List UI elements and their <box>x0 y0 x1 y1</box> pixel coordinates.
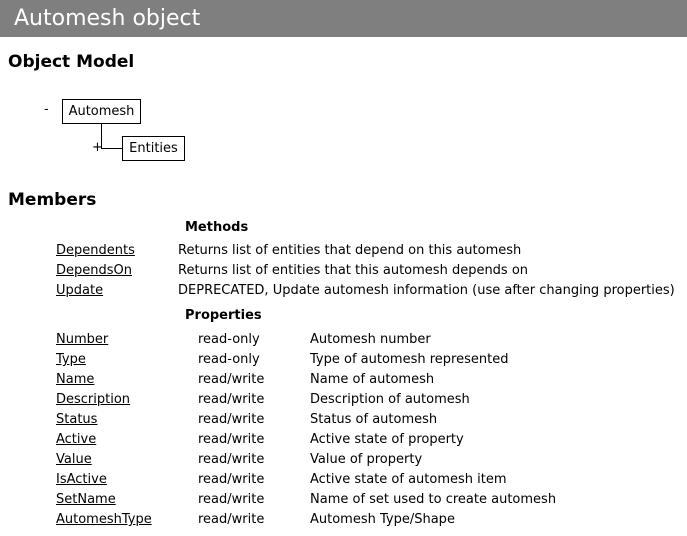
method-description: Returns list of entities that this automesh depends on <box>178 263 529 278</box>
method-link[interactable]: DependsOn <box>56 263 132 278</box>
property-row <box>0 350 687 370</box>
property-row <box>0 410 687 430</box>
property-access: read/write <box>198 512 265 527</box>
property-access: read/write <box>198 472 265 487</box>
property-access: read/write <box>198 432 265 447</box>
methods-heading: Methods <box>185 220 249 235</box>
property-description: Name of set used to create automesh <box>310 492 557 507</box>
property-access: read/write <box>198 372 265 387</box>
property-description: Automesh Type/Shape <box>310 512 455 527</box>
property-row <box>0 430 687 450</box>
collapse-toggle[interactable]: - <box>44 102 49 117</box>
method-link[interactable]: Dependents <box>56 243 135 258</box>
property-description: Value of property <box>310 452 423 467</box>
property-link[interactable]: Name <box>56 372 95 387</box>
property-description: Status of automesh <box>310 412 438 427</box>
property-row <box>0 470 687 490</box>
property-link[interactable]: Active <box>56 432 97 447</box>
property-description: Description of automesh <box>310 392 470 407</box>
method-link[interactable]: Update <box>56 283 104 298</box>
method-description: Returns list of entities that depend on this automesh <box>178 243 522 258</box>
object-model-heading: Object Model <box>8 52 135 72</box>
method-row <box>0 261 687 281</box>
members-heading: Members <box>8 190 97 210</box>
page-title: Automesh object <box>0 0 687 37</box>
property-access: read/write <box>198 452 265 467</box>
property-row <box>0 390 687 410</box>
tree-node-entities[interactable]: Entities <box>122 136 185 161</box>
property-link[interactable]: IsActive <box>56 472 107 487</box>
property-description: Automesh number <box>310 332 431 347</box>
property-access: read-only <box>198 352 260 367</box>
property-link[interactable]: Description <box>56 392 131 407</box>
property-link[interactable]: Number <box>56 332 109 347</box>
property-description: Type of automesh represented <box>310 352 509 367</box>
tree-connector-horizontal <box>101 148 122 149</box>
property-access: read/write <box>198 392 265 407</box>
tree-node-automesh[interactable]: Automesh <box>62 99 141 124</box>
property-description: Name of automesh <box>310 372 435 387</box>
property-access: read/write <box>198 492 265 507</box>
property-access: read-only <box>198 332 260 347</box>
property-description: Active state of automesh item <box>310 472 507 487</box>
property-link[interactable]: Status <box>56 412 98 427</box>
property-row <box>0 370 687 390</box>
property-link[interactable]: Value <box>56 452 92 467</box>
property-row <box>0 490 687 510</box>
properties-heading: Properties <box>185 308 262 323</box>
property-row <box>0 330 687 350</box>
property-link[interactable]: Type <box>56 352 86 367</box>
property-row <box>0 510 687 530</box>
method-row <box>0 281 687 301</box>
property-row <box>0 450 687 470</box>
property-access: read/write <box>198 412 265 427</box>
property-link[interactable]: SetName <box>56 492 116 507</box>
method-row <box>0 241 687 261</box>
property-description: Active state of property <box>310 432 464 447</box>
expand-toggle[interactable]: + <box>92 140 103 155</box>
property-link[interactable]: AutomeshType <box>56 512 152 527</box>
method-description: DEPRECATED, Update automesh information (use after changing properties) <box>178 283 675 298</box>
